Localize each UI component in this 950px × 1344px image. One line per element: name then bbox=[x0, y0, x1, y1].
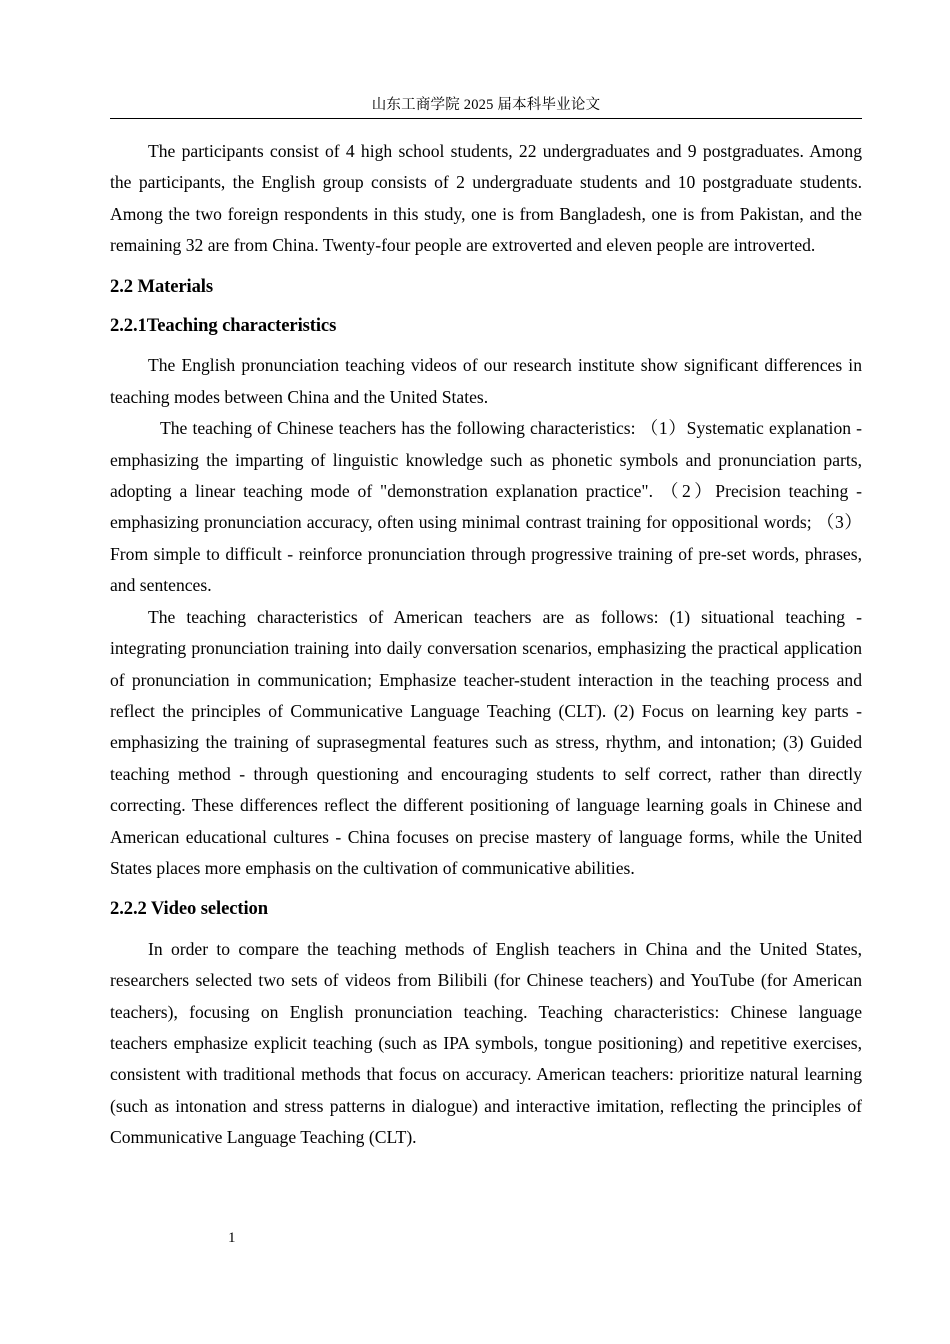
header-divider bbox=[110, 118, 862, 119]
paragraph-chinese-teachers: The teaching of Chinese teachers has the following characteristics: （1）Systematic explanation - emphasizing the imparting of linguistic knowledge such as phonetic symbols and pronunciation parts, adopting a linear teaching mode of "demonstration explanation practice". （2）Precision teaching - emphasizing pronunciation accuracy, often using minimal contrast training for oppositional words; （3） From simple to difficult - reinforce pronunciation through progressive training of pre-set words, phrases, and sentences. bbox=[110, 418, 862, 596]
heading-video-selection: 2.2.2 Video selection bbox=[110, 898, 268, 920]
document-body bbox=[110, 136, 862, 1154]
spacer bbox=[110, 302, 862, 310]
header-title: 山东工商学院 2025 届本科毕业论文 bbox=[371, 97, 601, 113]
heading-materials: 2.2 Materials bbox=[110, 275, 213, 297]
page-footer bbox=[110, 1228, 862, 1248]
paragraph-american-teachers: The teaching characteristics of American teachers are as follows: (1) situational teaching - integrating pronunciation training into daily conversation scenarios, emphasizing the practical application of pronunciation in communication; Emphasize teacher-student interaction in the teaching process and reflect the principles of Communicative Language Teaching (CLT). (2) Focus on learning key parts - emphasizing the training of suprasegmental features such as stress, rhythm, and intonation; (3) Guided teaching method - through questioning and encouraging students to self correct, rather than directly correcting. These differences reflect the different positioning of language learning goals in Chinese and American educational cultures - China focuses on precise mastery of language forms, while the United States places more emphasis on the cultivation of communicative abilities. bbox=[110, 606, 862, 878]
spacer bbox=[110, 262, 862, 271]
paragraph-participants: The participants consist of 4 high school students, 22 undergraduates and 9 postgraduates. Among the participants, the English group consists of 2 undergraduate students and 10 postgraduate students. Among the two foreign respondents in this study, one is from Bangladesh, one is from Pakistan, and the remaining 32 are from China. Twenty-four people are extroverted and eleven people are introverted. bbox=[110, 141, 862, 256]
paragraph-video-selection: In order to compare the teaching methods of English teachers in China and the United States, researchers selected two sets of videos from Bilibili (for Chinese teachers) and YouTube (for American teachers), focusing on English pronunciation teaching. Teaching characteristics: Chinese language teachers emphasize explicit teaching (such as IPA symbols, tongue positioning) and repetitive exercises, consistent with traditional methods that focus on accuracy. American teachers: prioritize natural learning (such as intonation and stress patterns in dialogue) and interactive imitation, reflecting the principles of Communicative Language Teaching (CLT). bbox=[110, 938, 862, 1148]
page-header bbox=[110, 96, 862, 127]
page-number: 1 bbox=[228, 1230, 236, 1246]
spacer bbox=[110, 884, 862, 893]
paragraph-video-differences: The English pronunciation teaching videos of our research institute show significant differences in teaching modes between China and the United States. bbox=[110, 355, 862, 407]
spacer bbox=[110, 925, 862, 934]
heading-teaching-characteristics: 2.2.1Teaching characteristics bbox=[110, 315, 337, 337]
spacer bbox=[110, 341, 862, 350]
